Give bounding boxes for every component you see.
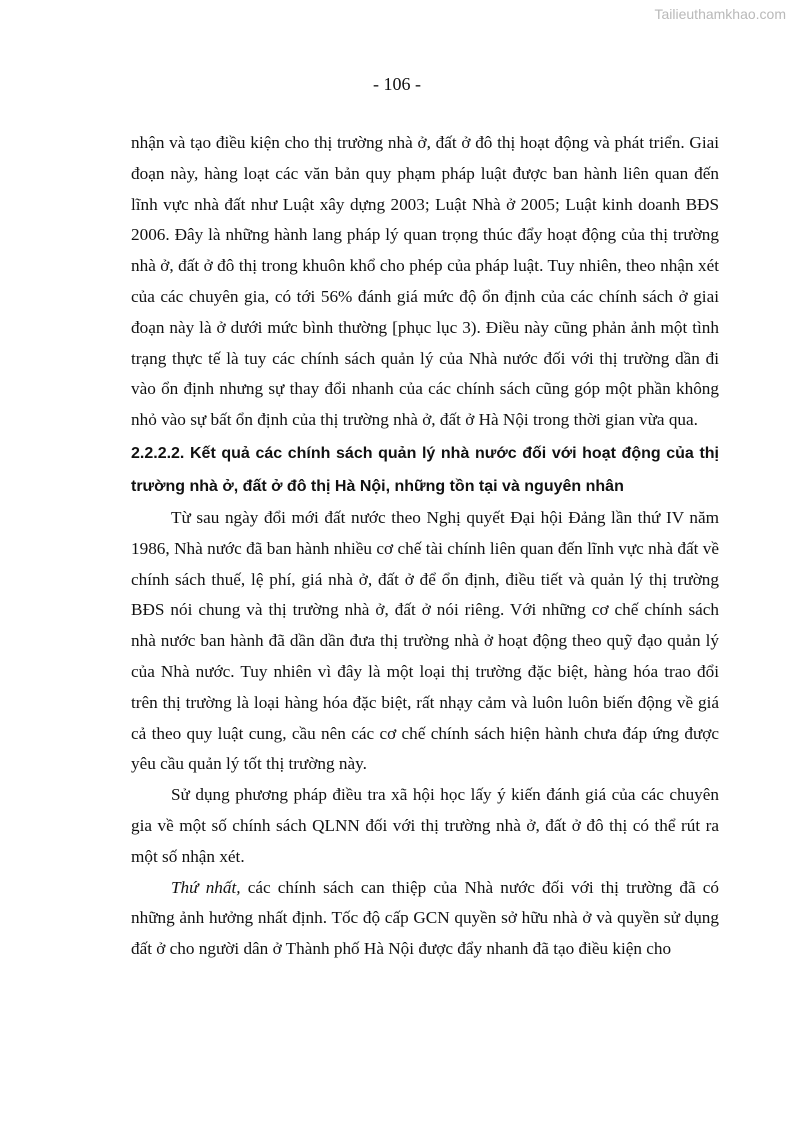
watermark: Tailieuthamkhao.com: [654, 6, 786, 22]
section-heading: 2.2.2.2. Kết quả các chính sách quản lý nhà nước đối với hoạt động của thị trường nhà ở, đất ở đô thị Hà Nội, những tồn tại và nguyên nhân: [131, 444, 719, 495]
paragraph-4-lead: Thứ nhất,: [171, 877, 241, 897]
page-number: - 106 -: [373, 74, 421, 94]
paragraph-1: nhận và tạo điều kiện cho thị trường nhà ở, đất ở đô thị hoạt động và phát triển. Giai đoạn này, hàng loạt các văn bản quy phạm pháp luật được ban hành liên quan đến lĩnh vực nhà đất như Luật xây dựng 2003; Luật Nhà ở 2005; Luật kinh doanh BĐS 2006. Đây là những hành lang pháp lý quan trọng thúc đẩy hoạt động của thị trường nhà ở, đất ở đô thị trong khuôn khổ cho phép của pháp luật. Tuy nhiên, theo nhận xét của các chuyên gia, có tới 56% đánh giá mức độ ổn định của các chính sách ở giai đoạn này là ở dưới mức bình thường [phục lục 3). Điều này cũng phản ảnh một tình trạng thực tế là tuy các chính sách quản lý của Nhà nước đối với thị trường dần đi vào ổn định nhưng sự thay đổi nhanh của các chính sách cũng góp một phần không nhỏ vào sự bất ổn định của thị trường nhà ở, đất ở Hà Nội trong thời gian vừa qua.: [131, 133, 719, 430]
page-body: [131, 128, 719, 965]
paragraph-4: [131, 873, 719, 965]
paragraph-3: Sử dụng phương pháp điều tra xã hội học lấy ý kiến đánh giá của các chuyên gia về một số chính sách QLNN đối với thị trường nhà ở, đất ở đô thị có thể rút ra một số nhận xét.: [131, 785, 719, 866]
paragraph-4-text: các chính sách can thiệp của Nhà nước đối với thị trường đã có những ảnh hưởng nhất định. Tốc độ cấp GCN quyền sở hữu nhà ở và quyền sử dụng đất ở cho người dân ở Thành phố Hà Nội được đẩy nhanh đã tạo điều kiện cho: [131, 877, 719, 959]
paragraph-2: Từ sau ngày đổi mới đất nước theo Nghị quyết Đại hội Đảng lần thứ IV năm 1986, Nhà nước đã ban hành nhiều cơ chế tài chính liên quan đến lĩnh vực nhà đất về chính sách thuế, lệ phí, giá nhà ở, đất ở để ổn định, điều tiết và quản lý thị trường BĐS nói chung và thị trường nhà ở, đất ở nói riêng. Với những cơ chế chính sách nhà nước ban hành đã dần dần đưa thị trường nhà ở hoạt động theo quỹ đạo quản lý của Nhà nước. Tuy nhiên vì đây là một loại thị trường đặc biệt, hàng hóa trao đổi trên thị trường là loại hàng hóa đặc biệt, rất nhạy cảm và luôn luôn biến động về giá cả theo quy luật cung, cầu nên các cơ chế chính sách hiện hành chưa đáp ứng được yêu cầu quản lý tốt thị trường này.: [131, 507, 719, 774]
